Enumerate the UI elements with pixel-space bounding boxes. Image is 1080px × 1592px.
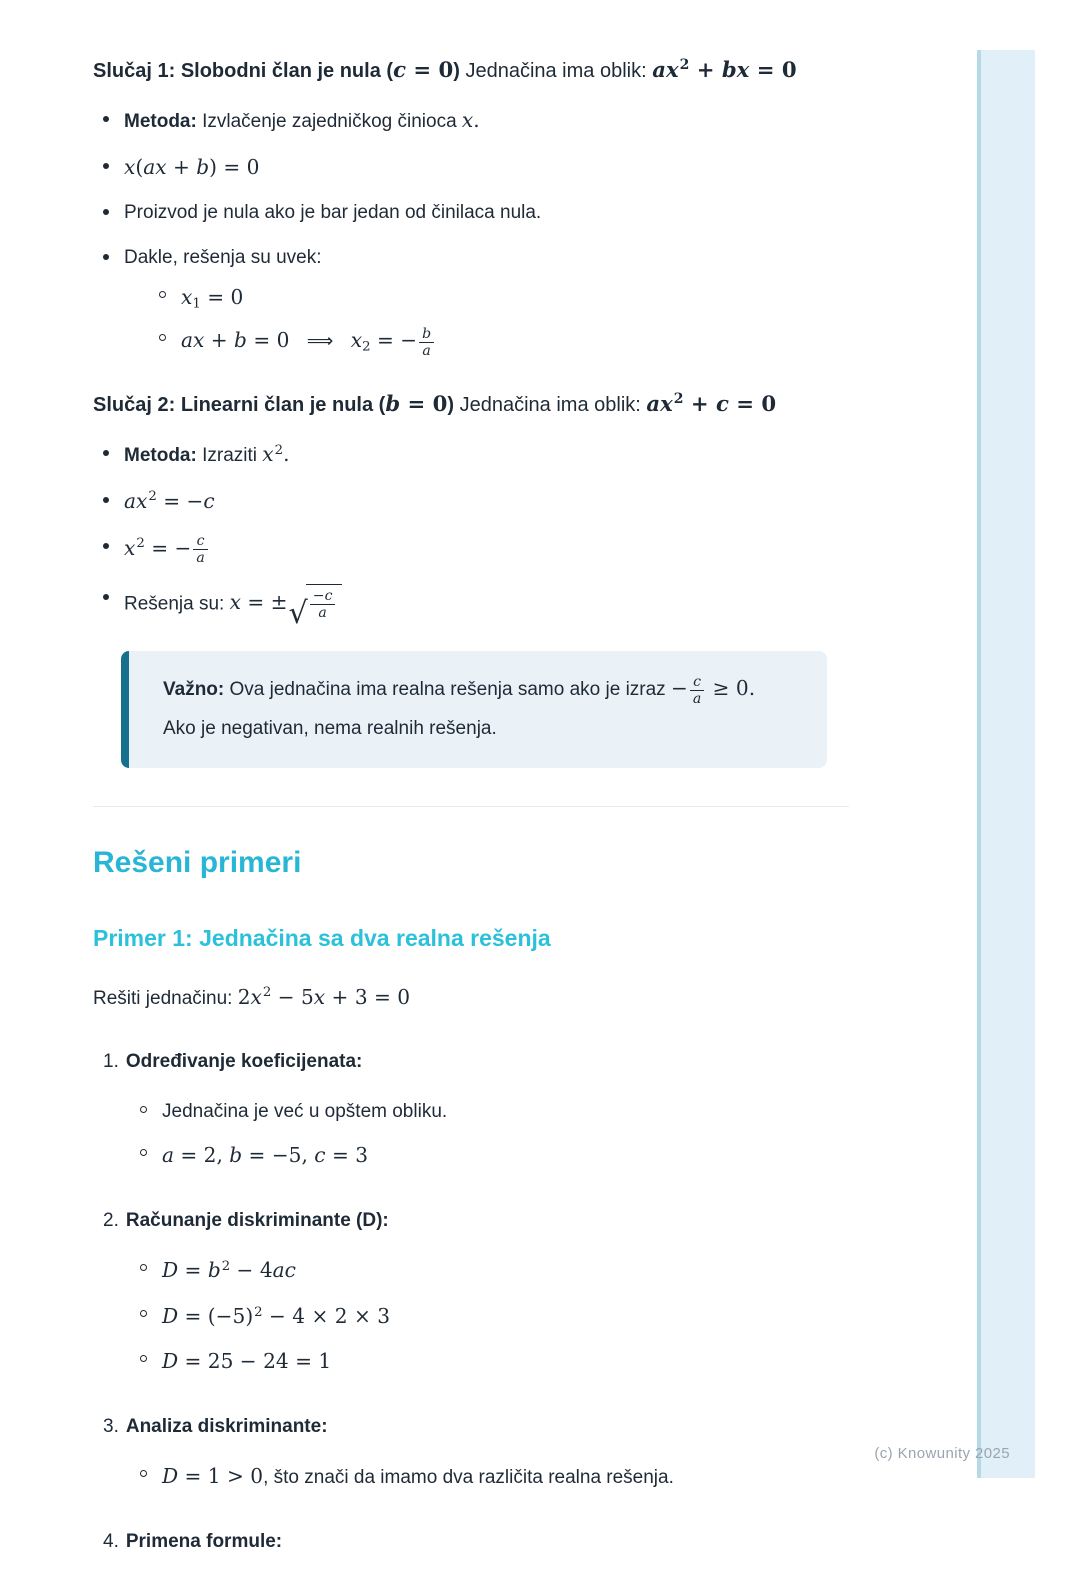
fraction: $\frac{-c}{a}$ [310, 588, 336, 621]
text: Dakle, rešenja su uvek: [124, 246, 322, 268]
step-number: 4. [103, 1531, 119, 1553]
math-expression: x. [461, 108, 480, 132]
paragraph [93, 983, 849, 1013]
text: Rešenja su: [124, 593, 230, 615]
sub-bullet-list [124, 283, 849, 359]
implies-arrow: ⟹ [306, 331, 334, 353]
text: , što znači da imamo dva različita realna rešenja. [263, 1467, 674, 1489]
bullet-item [101, 440, 849, 470]
step-number: 3. [103, 1415, 119, 1437]
step-item [93, 1048, 849, 1171]
text: Rešeni primeri [93, 845, 302, 879]
bullet-item [101, 533, 849, 566]
text: Jednačina ima oblik: [454, 394, 647, 417]
text: Ova jednačina ima realna rešenja samo ako je izraz [224, 679, 671, 701]
step-sub-item [140, 1141, 849, 1171]
square-root: √ $\frac{-c}{a}$ [289, 584, 343, 621]
math-expression: $ax^2$ + bx = 0 [652, 57, 797, 82]
step-sub-item [140, 1347, 849, 1377]
callout-line [163, 710, 793, 749]
bold-text: Važno: [163, 679, 225, 701]
math-expression: D = 25 − 24 = 1 [162, 1349, 332, 1374]
bullet-item [101, 199, 849, 227]
bold-text: Primena formule: [125, 1531, 283, 1553]
text: Jednačina ima oblik: [459, 60, 653, 82]
important-callout [121, 651, 827, 768]
text: Izvlačenje zajedničkog činioca [196, 111, 462, 132]
bold-text: Metoda: [124, 111, 197, 132]
text: Izraziti [196, 445, 263, 467]
math-expression: $ax^2 = -c$ [124, 488, 215, 513]
fraction: $\frac{c}{a}$ [193, 533, 207, 566]
text: Proizvod je nula ako je bar jedan od činilaca nula. [124, 202, 542, 224]
step-sub-item [140, 1462, 849, 1492]
bold-text: Analiza diskriminante: [125, 1415, 328, 1437]
math-expression: $D = b^2 - 4ac$ [162, 1258, 296, 1283]
math-expression: − $\frac{c}{a}$ ≥ 0. [670, 673, 756, 707]
bullet-item [101, 106, 849, 136]
step-sub-item [140, 1302, 849, 1332]
math-expression: $x^2$. [262, 442, 290, 467]
text: Jednačina je već u opštem obliku. [162, 1100, 448, 1122]
bold-text: ) [453, 60, 460, 82]
math-expression: D = 1 > 0 [162, 1464, 264, 1489]
text: Ako je negativan, nema realnih rešenja. [163, 718, 497, 740]
math-expression: a = 2, b = −5, c = 3 [162, 1143, 369, 1168]
bullet-list [93, 106, 849, 359]
step-sub-item [140, 1098, 849, 1126]
steps-list [93, 1048, 849, 1555]
math-expression: x(ax + b) = 0 [124, 154, 260, 179]
case-heading [93, 389, 849, 420]
bullet-item [101, 487, 849, 517]
section-divider [93, 806, 849, 807]
fraction: $\frac{b}{a}$ [419, 326, 434, 359]
bold-text: ) [447, 394, 455, 417]
bold-text: Računanje diskriminante (D): [125, 1209, 389, 1231]
step-item [93, 1207, 849, 1377]
step-number: 1. [103, 1051, 119, 1073]
step-item [93, 1528, 849, 1556]
step-item [93, 1413, 849, 1492]
bold-text: Metoda: [124, 445, 197, 467]
page-edge-strip [977, 50, 1035, 1478]
fraction: $\frac{c}{a}$ [690, 674, 704, 707]
math-expression: b = 0 [385, 391, 448, 417]
text: Rešiti jednačinu: [93, 987, 238, 1009]
math-expression: $2x^2 - 5x + 3 = 0$ [237, 984, 411, 1009]
step-number: 2. [103, 1209, 119, 1231]
example-heading [93, 925, 849, 953]
bullet-item [101, 153, 849, 183]
section-title [93, 845, 849, 881]
step-sub-item [140, 1256, 849, 1286]
math-expression: $ax^2 + c = 0$ [646, 391, 777, 417]
copyright-watermark: (c) Knowunity 2025 [874, 1445, 1010, 1462]
sub-bullet-list [103, 1462, 849, 1492]
case-heading [93, 55, 849, 86]
callout-line [163, 668, 793, 710]
bullet-list [93, 440, 849, 631]
math-expression: c = 0 [393, 57, 454, 82]
bold-text: Slučaj 2: Linearni član je nula ( [93, 394, 386, 417]
math-expression: $x_1 = 0$ [181, 285, 244, 312]
math-expression: $x^2$ = − $\frac{c}{a}$ [124, 536, 210, 560]
bullet-item [101, 584, 849, 631]
sub-bullet-list [103, 1098, 849, 1171]
sub-bullet-item [159, 326, 849, 359]
sub-bullet-list [103, 1256, 849, 1377]
math-expression: ax + b = 0 ⟹ $x_2$ = − $\frac{b}{a}$ [181, 328, 436, 352]
bullet-item [101, 244, 849, 360]
math-expression: x = ±√ $\frac{-c}{a}$ [230, 590, 343, 614]
bold-text: Određivanje koeficijenata: [125, 1051, 363, 1073]
document-body [93, 0, 849, 1592]
bold-text: Slučaj 1: Slobodni član je nula ( [93, 60, 394, 82]
text: Primer 1: Jednačina sa dva realna rešenja [93, 924, 551, 951]
sub-bullet-item [159, 283, 849, 314]
math-expression: $D = (-5)^2 - 4 \times 2 \times 3$ [162, 1303, 391, 1328]
